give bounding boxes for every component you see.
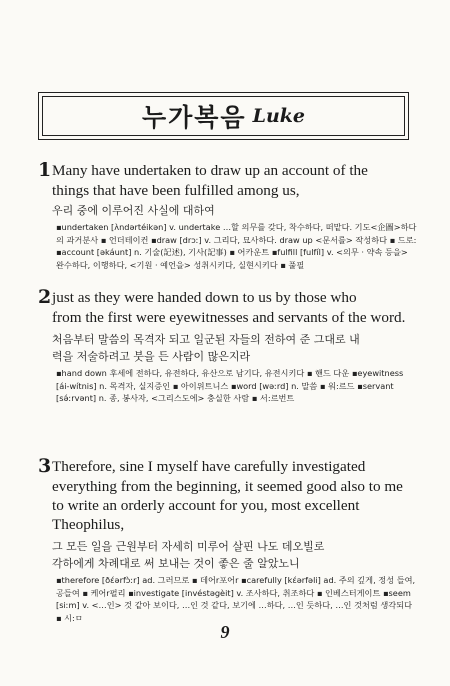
title-inner-frame [42, 96, 405, 136]
page-number: 9 [220, 622, 230, 642]
verse-korean-line-1: 처음부터 말씀의 목격자 되고 일군된 자들의 전하여 준 그대로 내 [52, 333, 360, 346]
verse-korean: 우리 중에 이루어진 사실에 대하여 [52, 204, 215, 217]
title-box [38, 92, 409, 140]
verse-number: 1 [38, 159, 52, 181]
verse-korean-line-1: 그 모든 일을 근원부터 자세히 미루어 살핀 나도 데오빌로 [52, 540, 325, 553]
verse-english-rest: from the first were eyewitnesses and servants of the word. [52, 309, 406, 326]
verse-1 [38, 159, 417, 271]
verse-2 [38, 287, 413, 405]
verse-vocab-notes: ▪hand down 후세에 전하다, 유전하다, 유산으로 남기다, 유전시키다 ▪ 핸드 다운 ▪eyewitness [ái-wítnis] n. 목격자, 실지증인 ▪ 아이위트니스 ▪word [wəːrd] n. 말씀 ▪ 워:르드 ▪servant [sə́ːrvənt] n. 종, 봉사자, <그리스도에> 충실한 사람 ▪ 서:르번트 [56, 368, 404, 403]
verse-english-rest: things that have been fulfilled among us, [52, 182, 300, 199]
verse-3 [38, 455, 416, 624]
verse-english-rest: everything from the beginning, it seemed good also to me to write an orderly account for you, most excellent Theophilus, [52, 478, 403, 533]
verse-number: 2 [38, 286, 52, 308]
verse-korean-line-2: 력을 저술하려고 붓을 든 사람이 많은지라 [52, 350, 251, 363]
verse-number: 3 [38, 455, 52, 477]
verse-korean-line-2: 각하에게 차례대로 써 보내는 것이 좋은 줄 알았노니 [52, 557, 300, 570]
verse-english-line-1: just as they were handed down to us by those who [52, 289, 357, 306]
title-english: Luke [252, 105, 306, 127]
verse-vocab-notes: ▪therefore [ðέərfɔ̀ːr] ad. 그러므로 ▪ 데어r포어r ▪carefully [kέərfəli] ad. 주의 깊게, 정성 들여, 공들여 ▪ 케어r펄리 ▪investigate [invéstəgèit] v. 조사하다, 취조하다 ▪ 인베스터게이트 ▪seem [siːm] v. <…인> 것 같아 보이다, …인 것 같다, 보기에 …하다, …인 듯하다, …인 것처럼 생각되다 ▪ 시:ㅁ [56, 575, 416, 623]
verse-english-line-1: Therefore, sine I myself have carefully investigated [52, 458, 366, 475]
title-korean: 누가복음 [141, 103, 247, 132]
verse-vocab-notes: ▪undertaken [ʌ̀ndərtéikən] v. undertake …할 의무를 갖다, 착수하다, 떠맡다. 기도<企圖>하다의 과거분사 ▪ 언더테이컨 ▪draw [drɔː] v. 그리다, 묘사하다. draw up <문서를> 작성하다 ▪ 드로: ▪account [əkáunt] n. 기술(記述), 기사(記事) ▪ 어카운트 ▪fulfill [fulfíl] v. <의무 · 약속 등을> 완수하다, 이행하다, <기원 · 예언을> 성취시키다, 실현시키다 ▪ 풀필 [56, 222, 417, 270]
verse-english-line-1: Many have undertaken to draw up an account of the [52, 162, 368, 179]
